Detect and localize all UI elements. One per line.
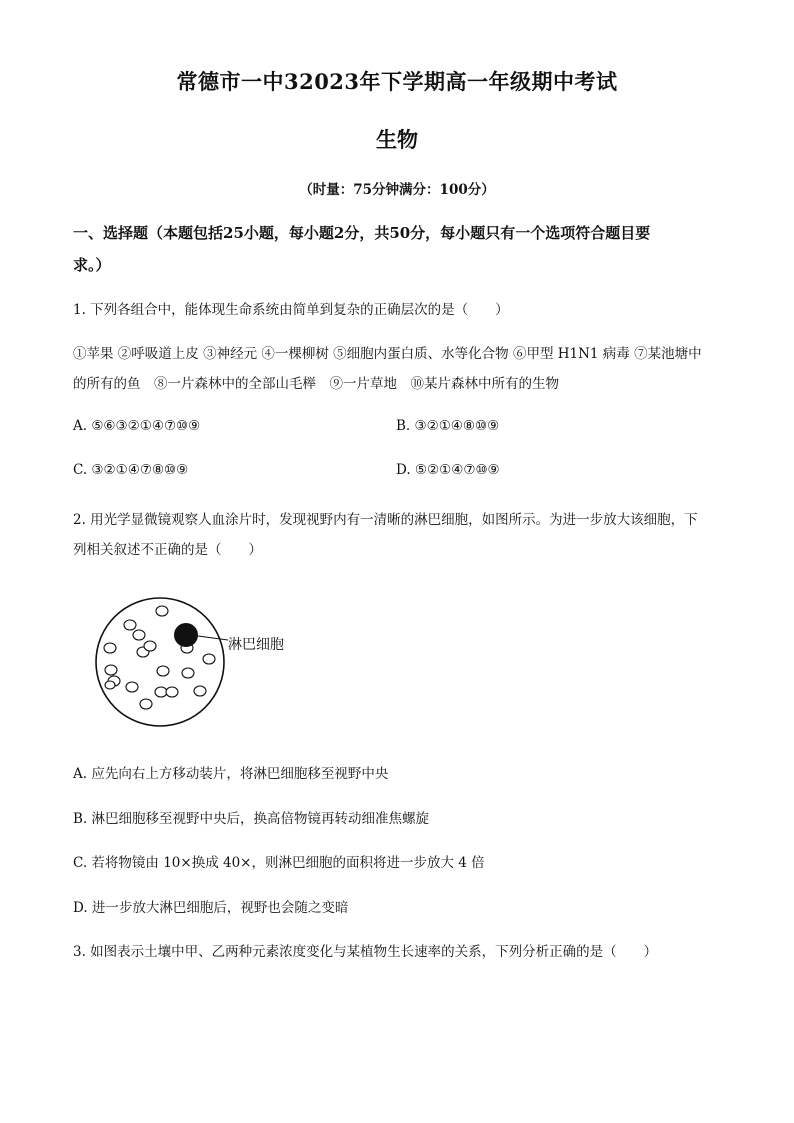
lymphocyte-label: 淋巴细胞 — [228, 637, 284, 653]
q2-option-a: A. 应先向右上方移动装片，将淋巴细胞移至视野中央 — [73, 766, 389, 782]
q3-stem: 3. 如图表示土壤中甲、乙两种元素浓度变化与某植物生长速率的关系，下列分析正确的是（ ） — [73, 944, 658, 960]
lymphocyte — [174, 623, 198, 647]
exam-title: 常德市一中32023年下学期高一年级期中考试 — [176, 69, 618, 94]
section-heading-line1: 一、选择题（本题包括25小题，每小题2分，共50分，每小题只有一个选项符合题目要 — [73, 224, 651, 242]
q2-option-b: B. 淋巴细胞移至视野中央后，换高倍物镜再转动细准焦螺旋 — [73, 811, 430, 827]
q1-items-line1: ①苹果 ②呼吸道上皮 ③神经元 ④一棵柳树 ⑤细胞内蛋白质、水等化合物 ⑥甲型 H1N1 病毒 ⑦某池塘中 — [73, 346, 702, 362]
q2-stem-line1: 2. 用光学显微镜观察人血涂片时，发现视野内有一清晰的淋巴细胞，如图所示。为进一步放大该细胞，下 — [73, 512, 698, 528]
q1-option-b: B. ③②①④⑧⑩⑨ — [396, 418, 500, 434]
q1-stem: 1. 下列各组合中，能体现生命系统由简单到复杂的正确层次的是（ ） — [73, 302, 509, 318]
section-heading-line2: 求。） — [73, 256, 111, 274]
label-leader-line — [198, 636, 228, 640]
q2-stem-line2: 列相关叙述不正确的是（ ） — [73, 542, 262, 558]
microscope-field-figure — [90, 596, 310, 746]
q1-option-a: A. ⑤⑥③②①④⑦⑩⑨ — [73, 418, 201, 434]
q2-option-d: D. 进一步放大淋巴细胞后，视野也会随之变暗 — [73, 900, 349, 916]
q1-option-c: C. ③②①④⑦⑧⑩⑨ — [73, 462, 189, 478]
exam-subject: 生物 — [376, 127, 418, 152]
q1-option-d: D. ⑤②①④⑦⑩⑨ — [396, 462, 500, 478]
red-blood-cells — [104, 606, 215, 709]
q1-items-line2: 的所有的鱼 ⑧一片森林中的全部山毛榉 ⑨一片草地 ⑩某片森林中所有的生物 — [73, 376, 559, 392]
q2-option-c: C. 若将物镜由 10×换成 40×，则淋巴细胞的面积将进一步放大 4 倍 — [73, 855, 485, 871]
exam-meta: （时量：75分钟满分：100分） — [299, 182, 495, 198]
